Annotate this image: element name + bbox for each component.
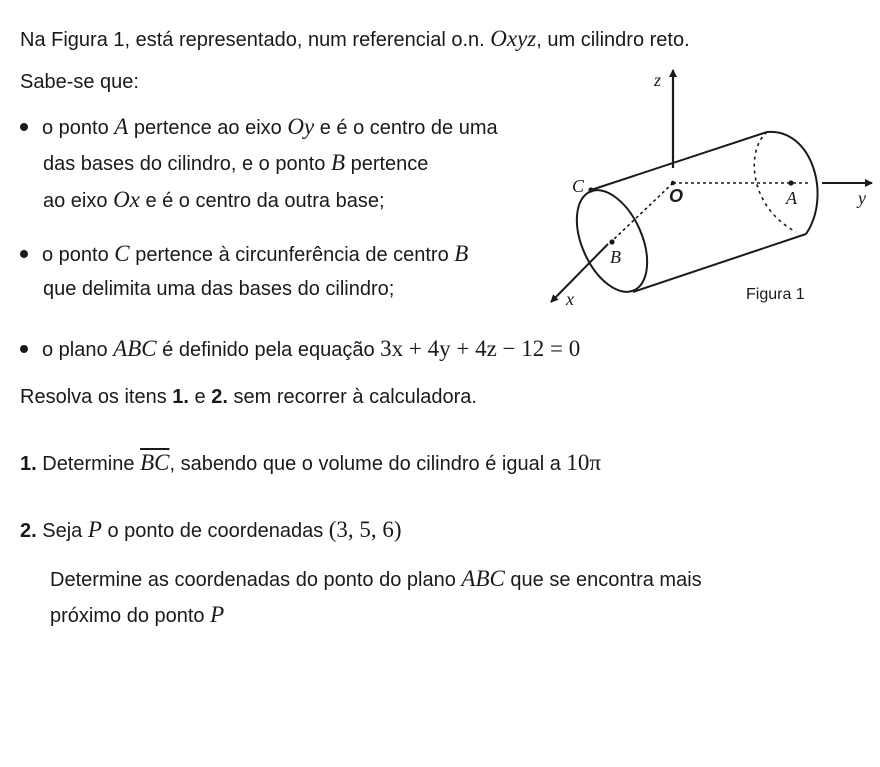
bullet-2-line-1: o ponto C pertence à circunferência de centro B [20, 241, 468, 267]
bullet-2-line-2: que delimita uma das bases do cilindro; [43, 278, 395, 300]
segment-bc: $\overline{BC}$ [140, 450, 170, 475]
item-2-line-2: Determine as coordenadas do ponto do plano ABC que se encontra mais [50, 566, 702, 591]
label-a: A [786, 188, 797, 208]
label-b: B [610, 247, 621, 267]
bullet-dot [20, 123, 28, 131]
bullet-1-line-1: o ponto A pertence ao eixo Oy e é o centro de uma [20, 114, 498, 140]
bullet-1-line-3: ao eixo Ox e é o centro da outra base; [43, 187, 385, 212]
bullet-1-line-2: das bases do cilindro, e o ponto B pertence [43, 150, 429, 175]
figure-caption: Figura 1 [746, 286, 805, 303]
x-axis-hidden [612, 183, 673, 241]
cylinder-bottom-edge [633, 234, 806, 292]
cylinder-top-edge [591, 132, 767, 190]
bullet-3-line: o plano ABC é definido pela equação 3x + 4y + 4z − 12 = 0 [20, 336, 580, 362]
bullet-dot [20, 250, 28, 258]
point-o [671, 181, 675, 185]
point-a [788, 180, 793, 185]
point-c [588, 187, 593, 192]
label-z: z [654, 70, 662, 90]
label-c: C [572, 176, 585, 196]
intro-line: Na Figura 1, está representado, num referencial o.n. Oxyz, um cilindro reto. [20, 26, 690, 51]
plane-equation: 3x + 4y + 4z − 12 = 0 [380, 336, 581, 361]
bullet-dot [20, 345, 28, 353]
point-b [609, 239, 614, 244]
instruction-line: Resolva os itens 1. e 2. sem recorrer à calculadora. [20, 386, 477, 408]
x-axis [551, 244, 608, 302]
label-o: O [669, 186, 684, 206]
label-y: y [858, 188, 866, 208]
item-1: 1. Determine $\overline{BC}$, sabendo que o volume do cilindro é igual a 10π [20, 450, 602, 475]
item-2-line-1: 2. Seja P o ponto de coordenadas (3, 5, 6) [20, 517, 402, 542]
cylinder-figure [540, 66, 880, 316]
known-line: Sabe-se que: [20, 71, 139, 93]
label-x: x [566, 289, 574, 309]
item-2-line-3: próximo do ponto P [50, 602, 225, 627]
